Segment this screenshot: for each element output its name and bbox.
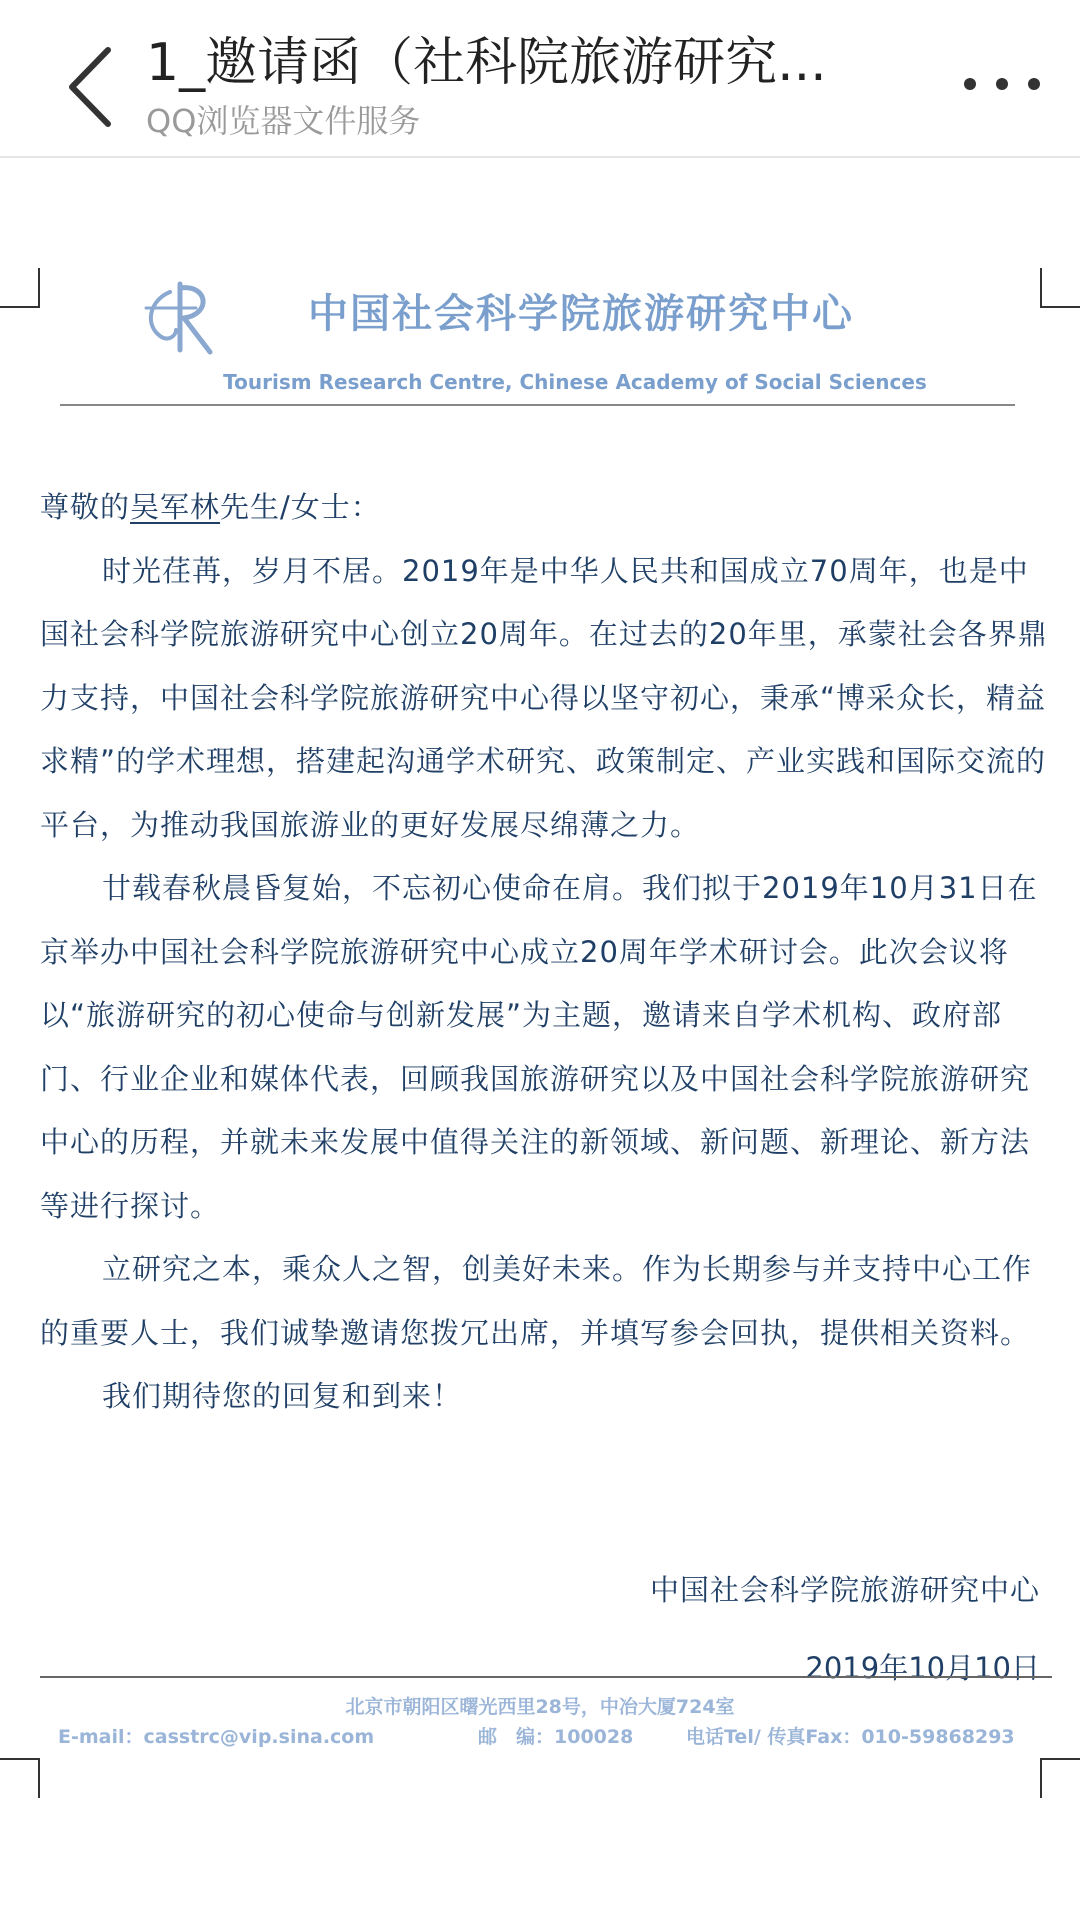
- divider: [60, 404, 1015, 406]
- chevron-left-icon: [64, 44, 124, 130]
- document-title: 1_邀请函（社科院旅游研究...: [146, 33, 827, 93]
- paragraph: 廿载春秋晨昏复始，不忘初心使命在肩。我们拟于2019年10月31日在京举办中国社会科学院旅游研究中心成立20周年学术研讨会。此次会议将以“旅游研究的初心使命与创新发展”为主题，邀请来自学术机构、政府部门、行业企业和媒体代表，回顾我国旅游研究以及中国社会科学院旅游研究中心的历程，并就未来发展中值得关注的新领域、新问题、新理论、新方法等进行探讨。: [40, 871, 1038, 1223]
- letterhead-org-name-en: Tourism Research Centre, Chinese Academy of Social Sciences: [223, 370, 927, 394]
- divider: [40, 1676, 1052, 1678]
- paragraph: 我们期待您的回复和到来！: [102, 1379, 463, 1413]
- crop-mark: [0, 1758, 40, 1798]
- app-header: [0, 0, 1080, 158]
- paragraph: 时光荏苒，岁月不居。2019年是中华人民共和国成立70周年，也是中国社会科学院旅游研究中心创立20周年。在过去的20年里，承蒙社会各界鼎力支持，中国社会科学院旅游研究中心得以坚守初心，秉承“博采众长，精益求精”的学术理想，搭建起沟通学术研究、政策制定、产业实践和国际交流的平台，为推动我国旅游业的更好发展尽绵薄之力。: [40, 553, 1048, 842]
- greeting: 尊敬的吴军林先生/女士：: [40, 490, 381, 524]
- footer-address: 北京市朝阳区曙光西里28号，中冶大厦724室: [345, 1696, 735, 1718]
- more-options-button[interactable]: [964, 72, 1044, 96]
- letter-body: [40, 476, 1050, 1429]
- footer-email: E-mail：casstrc@vip.sina.com: [58, 1726, 375, 1748]
- footer-tel-fax: 电话Tel/ 传真Fax：010-59868293: [686, 1726, 1015, 1748]
- document-source: QQ浏览器文件服务: [146, 102, 421, 140]
- signature-date: 2019年10月10日: [805, 1651, 1040, 1685]
- document-viewer[interactable]: [0, 158, 1080, 1915]
- back-button[interactable]: [64, 44, 124, 130]
- letterhead-org-name: 中国社会科学院旅游研究中心: [308, 291, 854, 337]
- paragraph: 立研究之本，乘众人之智，创美好未来。作为长期参与并支持中心工作的重要人士，我们诚挚邀请您拨冗出席，并填写参会回执，提供相关资料。: [40, 1252, 1033, 1350]
- more-dots-icon: [964, 78, 976, 90]
- signature-org: 中国社会科学院旅游研究中心: [649, 1573, 1040, 1607]
- footer-zip: 邮 编：100028: [478, 1726, 634, 1748]
- recipient-name: 吴军林: [130, 490, 221, 524]
- crop-mark: [1040, 1758, 1080, 1798]
